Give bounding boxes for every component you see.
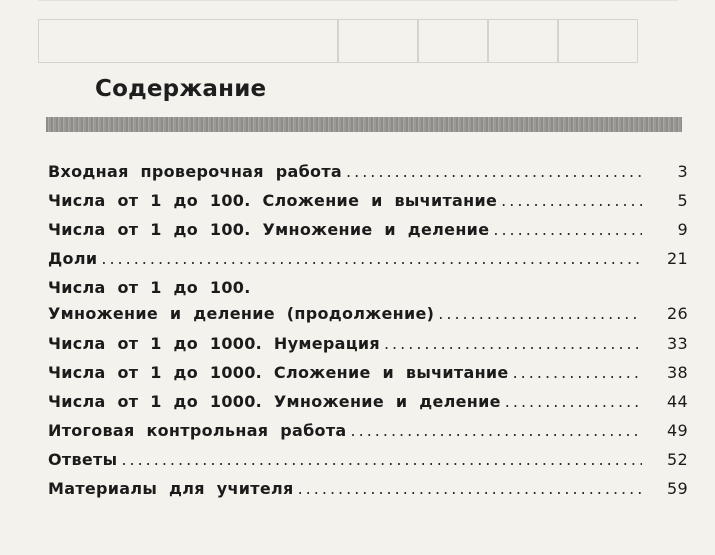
dot-leader	[101, 246, 642, 272]
page-title: Содержание	[95, 76, 267, 102]
toc-entry-title: Числа от 1 до 100. Сложение и вычитание	[48, 191, 498, 210]
toc-entry-page: 3	[677, 162, 688, 181]
dot-leader	[298, 476, 642, 502]
toc-entry-title: Ответы	[48, 450, 118, 469]
toc-entry-page: 21	[667, 249, 688, 268]
toc-entry[interactable]	[48, 275, 688, 331]
ghost-cell	[38, 19, 338, 63]
toc-entry-page: 44	[667, 392, 688, 411]
dot-leader	[121, 447, 642, 473]
toc-entry[interactable]	[48, 159, 688, 188]
dot-leader	[346, 159, 642, 185]
toc-entry-title: Умножение и деление (продолжение)	[48, 304, 435, 323]
toc-entry-page: 59	[667, 479, 688, 498]
toc-entry-title: Итоговая контрольная работа	[48, 421, 347, 440]
toc-entry-page: 33	[667, 334, 688, 353]
dot-leader	[501, 188, 642, 214]
toc-entry-page: 9	[677, 220, 688, 239]
toc-entry[interactable]	[48, 360, 688, 389]
toc-entry[interactable]	[48, 476, 688, 505]
dot-leader	[384, 331, 642, 357]
toc-entry-title: Числа от 1 до 100. Умножение и деление	[48, 220, 490, 239]
toc-entry[interactable]	[48, 389, 688, 418]
ghost-cell	[338, 19, 418, 63]
toc-entry-page: 38	[667, 363, 688, 382]
dot-leader	[513, 360, 642, 386]
toc-entry-title: Доли	[48, 249, 98, 268]
ghost-cell	[488, 19, 558, 63]
toc-entry-title: Материалы для учителя	[48, 479, 294, 498]
ghost-cell	[418, 19, 488, 63]
toc-entry-title-prefix: Числа от 1 до 100.	[48, 278, 251, 297]
bleed-through-table	[38, 0, 678, 81]
toc-entry-title: Числа от 1 до 1000. Нумерация	[48, 334, 380, 353]
toc-entry-page: 5	[677, 191, 688, 210]
table-of-contents	[48, 159, 688, 505]
toc-entry[interactable]	[48, 188, 688, 217]
toc-entry[interactable]	[48, 447, 688, 476]
toc-entry-title: Числа от 1 до 1000. Сложение и вычитание	[48, 363, 509, 382]
heading-rule	[46, 117, 682, 132]
dot-leader	[438, 301, 642, 327]
toc-entry[interactable]	[48, 331, 688, 360]
toc-entry[interactable]	[48, 246, 688, 275]
toc-entry-title: Входная проверочная работа	[48, 162, 343, 181]
toc-entry-page: 49	[667, 421, 688, 440]
toc-entry[interactable]	[48, 418, 688, 447]
dot-leader	[493, 217, 642, 243]
toc-entry[interactable]	[48, 217, 688, 246]
ghost-cell	[558, 19, 638, 63]
dot-leader	[351, 418, 642, 444]
toc-entry-page: 52	[667, 450, 688, 469]
toc-entry-title: Числа от 1 до 1000. Умножение и деление	[48, 392, 501, 411]
toc-entry-page: 26	[667, 304, 688, 323]
dot-leader	[505, 389, 642, 415]
